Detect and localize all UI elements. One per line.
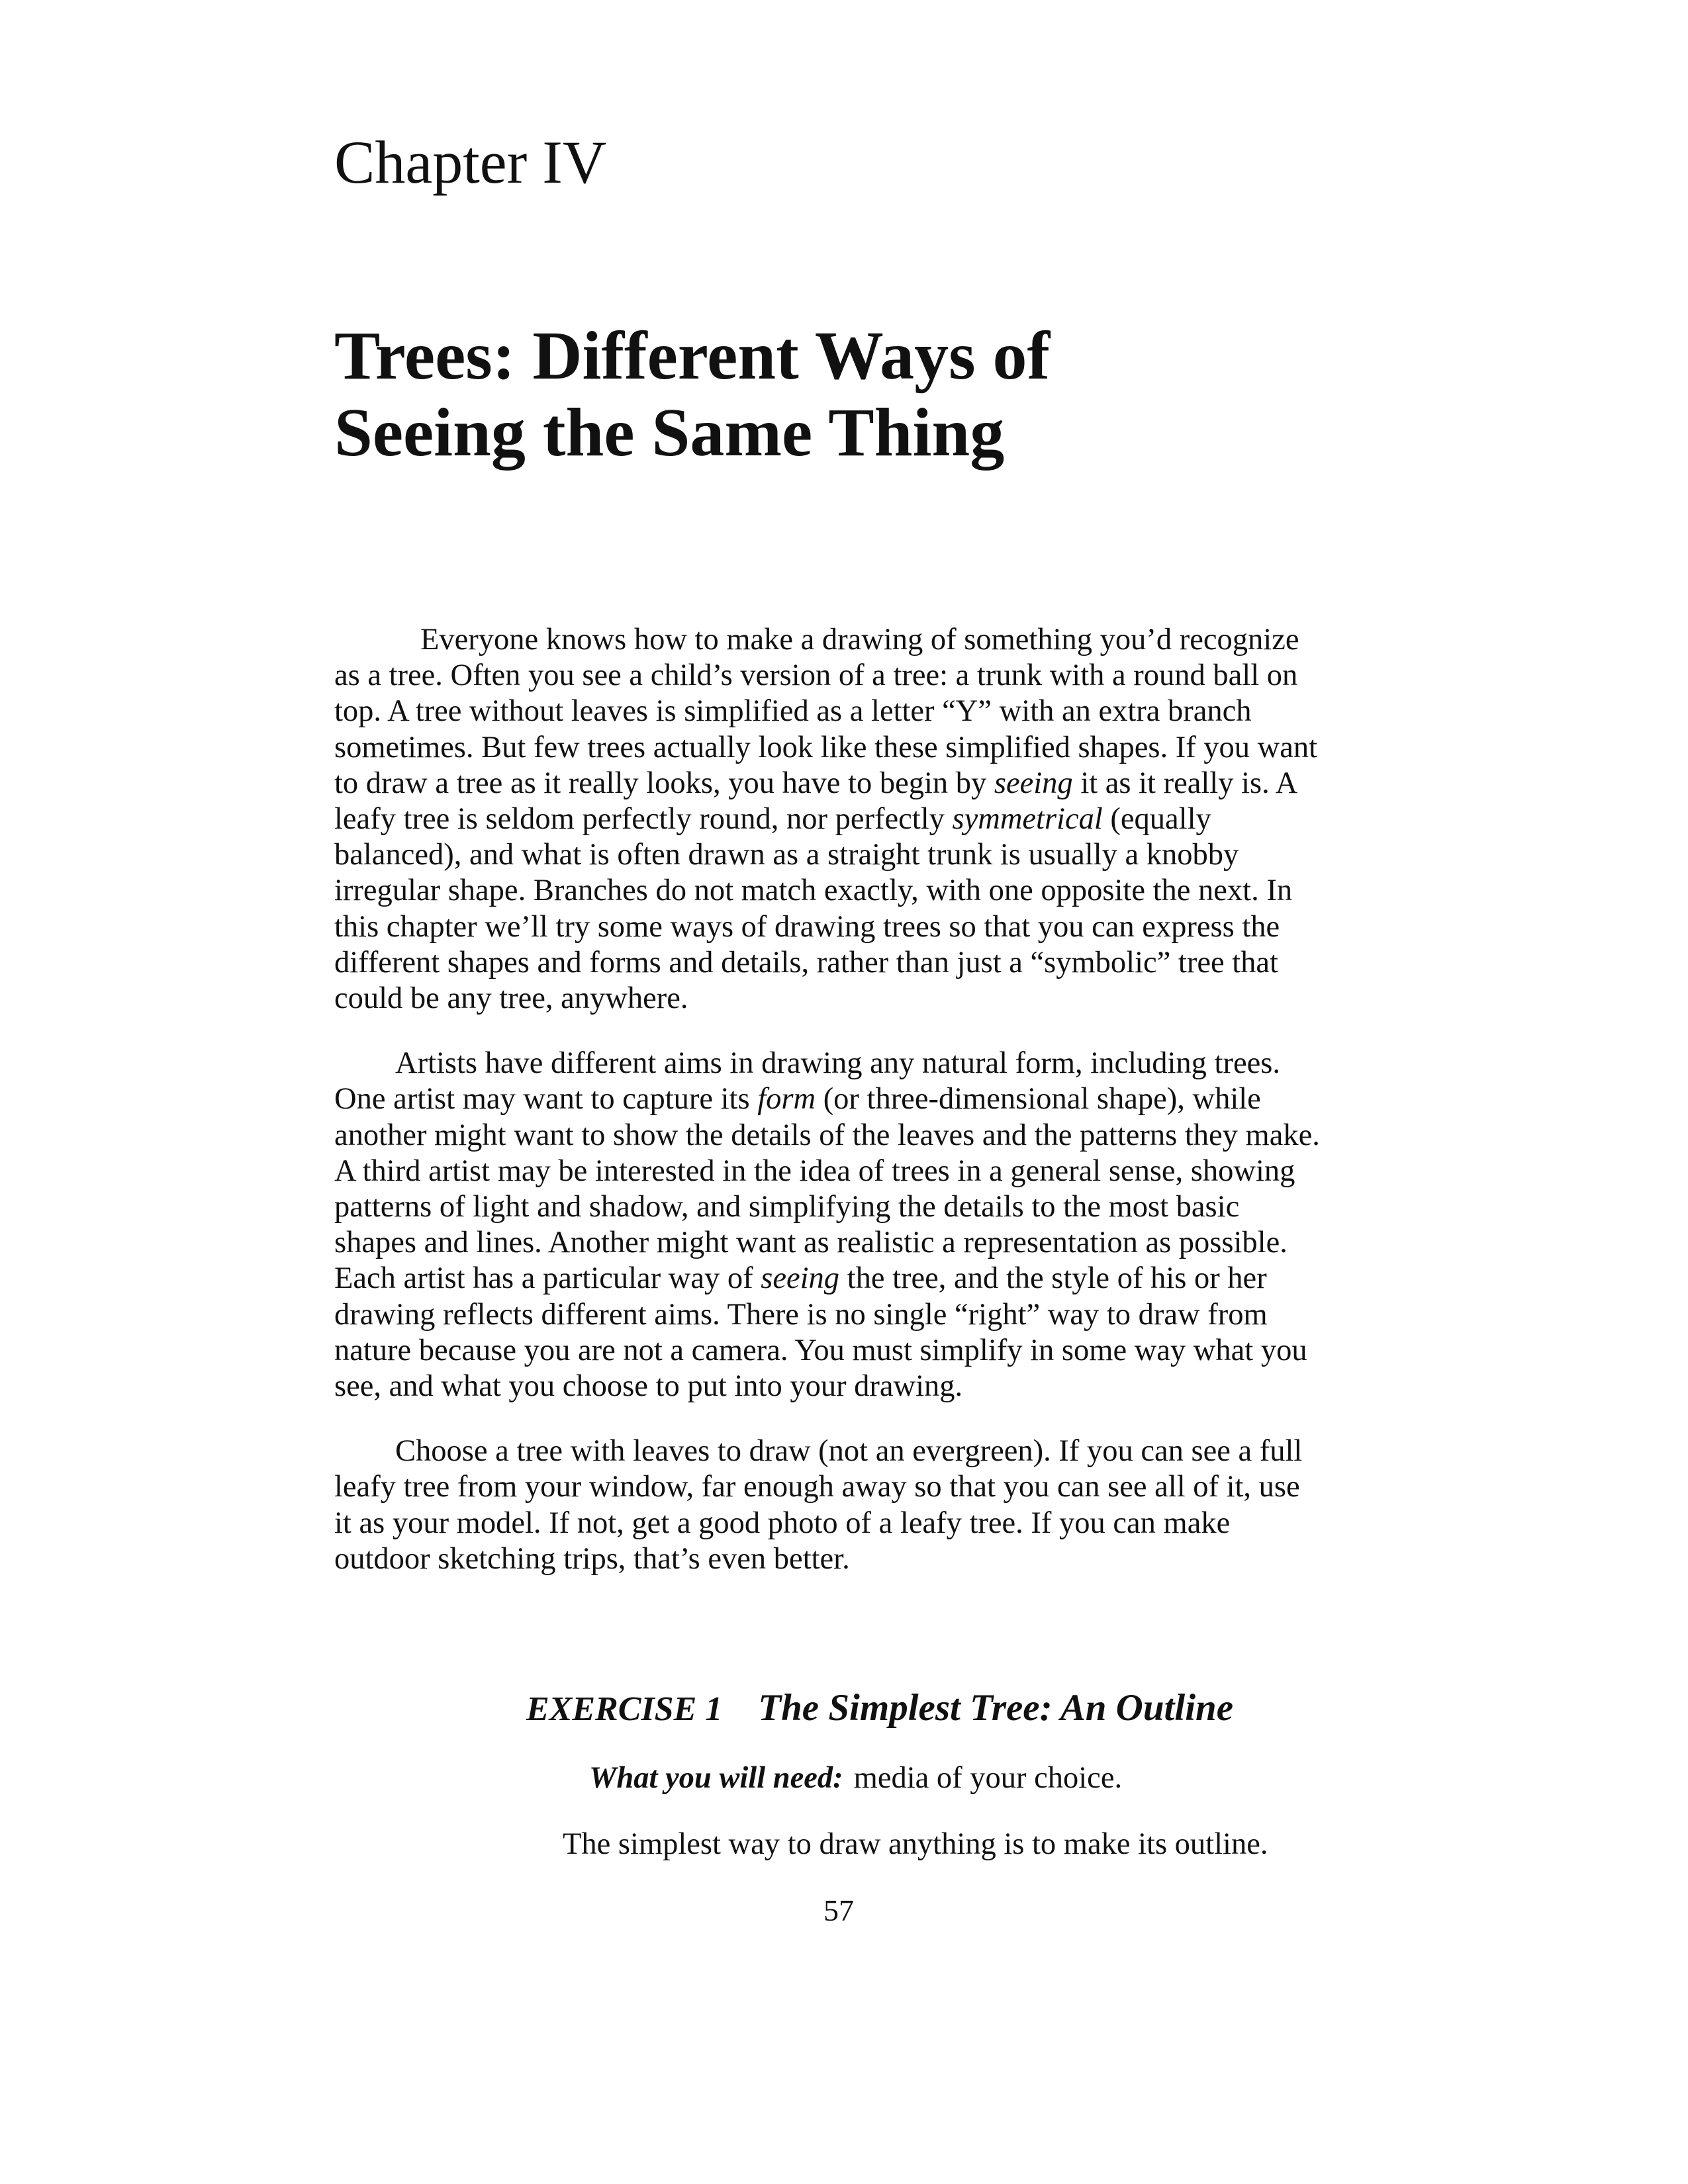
chapter-title — [334, 318, 1460, 472]
paragraph-2-emphasis-form: form — [757, 1082, 816, 1116]
materials-label: What you will need: — [589, 1761, 843, 1795]
paragraph-1-text-c: (equally balanced), and what is often drawn as a straight trunk is usually a knobby irregular shape. Branches do not match exactly, with one opposite the next. In this chapter we’ll try some ways of drawing trees so that you can express the different shapes and forms and details, rather than just a “symbolic” tree that could be any tree, anywhere. — [334, 802, 1293, 1016]
page-number: 57 — [823, 1893, 854, 1927]
paragraph-2-text-a: Artists have different aims in drawing any natural form, including trees. One artist may want to capture its — [334, 1046, 1280, 1116]
body-text — [334, 622, 1324, 1606]
chapter-title-line-2: Seeing the Same Thing — [334, 394, 1005, 471]
exercise-heading — [526, 1686, 1486, 1729]
paragraph-1-emphasis-seeing: seeing — [994, 766, 1073, 800]
paragraph-1-text-a: Everyone knows how to make a drawing of something you’d recognize as a tree. Often you see a child’s version of a tree: a trunk with a round ball on top. A tree without leaves is simplified as a letter “Y” with an extra branch sometimes. But few trees actually look like these simplified shapes. If you want to draw a tree as it really looks, you have to begin by — [334, 623, 1318, 800]
paragraph-2-emphasis-seeing: seeing — [761, 1261, 840, 1296]
chapter-title-line-1: Trees: Different Ways of — [334, 318, 1051, 394]
chapter-label: Chapter IV — [334, 128, 607, 196]
paragraph-2 — [334, 1046, 1324, 1404]
exercise-intro: The simplest way to draw anything is to make its outline. — [563, 1827, 1268, 1861]
paragraph-2-text-c: the tree, and the style of his or her drawing reflects different aims. There is no single “right” way to draw from nature because you are not a camera. You must simplify in some way what you see, and what you choose to put into your drawing. — [334, 1261, 1307, 1404]
paragraph-1 — [334, 622, 1324, 1017]
paragraph-3: Choose a tree with leaves to draw (not an evergreen). If you can see a full leafy tree from your window, far enough away so that you can see all of it, use it as your model. If not, get a good photo of a leafy tree. If you can make outdoor sketching trips, that’s even better. — [334, 1434, 1303, 1576]
paragraph-1-text-b: it as it really is. A leafy tree is seldom perfectly round, nor perfectly — [334, 766, 1296, 837]
materials-line — [589, 1760, 1122, 1796]
materials-text: media of your choice. — [853, 1761, 1123, 1795]
exercise-label: EXERCISE 1 — [526, 1690, 723, 1728]
exercise-title: The Simplest Tree: An Outline — [758, 1687, 1234, 1729]
paragraph-1-emphasis-symmetrical: symmetrical — [952, 802, 1103, 837]
paragraph-2-text-b: (or three-dimensional shape), while another might want to show the details of the leaves and the patterns they make. A third artist may be interested in the idea of trees in a general sense, showing patterns of light and shadow, and simplifying the details to the most basic shapes and lines. Another might want as realistic a representation as possible. Each artist has a particular way of — [334, 1082, 1320, 1296]
